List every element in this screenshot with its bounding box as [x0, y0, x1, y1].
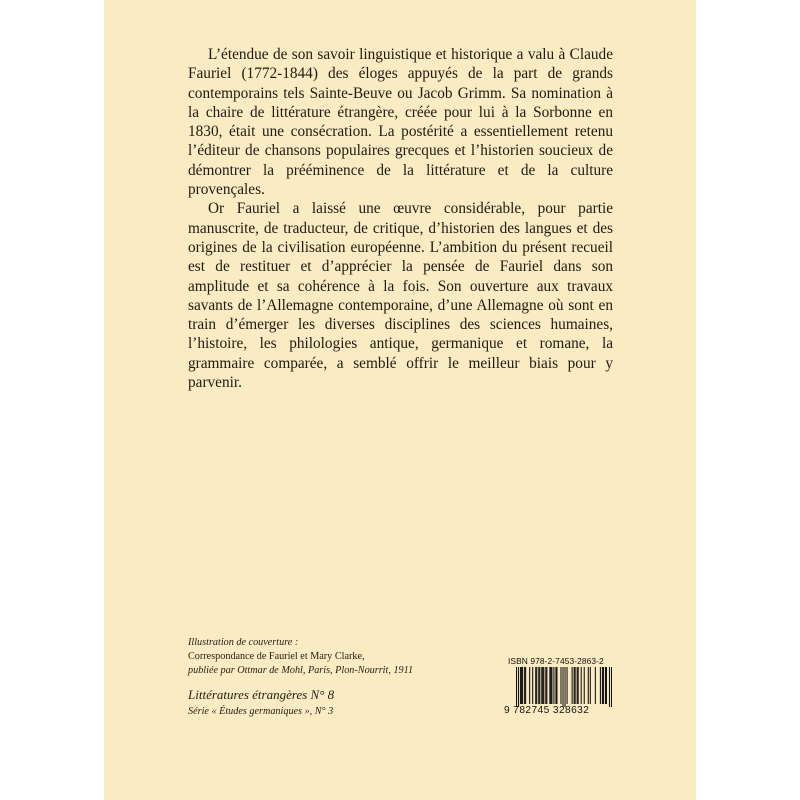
- barcode-bar: [546, 667, 547, 704]
- cover-illustration-credit: [188, 636, 488, 678]
- credit-line-2: publiée par Ottmar de Mohl, Paris, Plon-Nourrit, 1911: [188, 665, 414, 676]
- barcode-bar: [522, 667, 523, 704]
- barcode-bar: [562, 667, 563, 707]
- barcode-bar: [556, 667, 557, 704]
- barcode-bar: [581, 667, 582, 704]
- barcode-bar: [590, 667, 591, 704]
- barcode-bar: [545, 667, 546, 704]
- barcode-bar: [555, 667, 556, 704]
- barcode-bar: [536, 667, 537, 704]
- barcode-bar: [572, 667, 573, 704]
- barcode-bar: [605, 667, 606, 704]
- series-info: [188, 686, 488, 720]
- barcode-bar: [516, 667, 517, 707]
- blurb-paragraph-2: Or Fauriel a laissé une œuvre considérable, pour partie manuscrite, de traducteur, de critique, d’historien des langues et des origines de la civilisation européenne. L’ambition du présent recueil est de restituer et d’apprécier la pensée de Fauriel dans son amplitude et sa cohérence à la fois. Son ouverture aux travaux savants de l’Allemagne contemporaine, d’une Allemagne où sont en train d’émerger les diverses disciplines des sciences humaines, l’histoire, les philologies antique, germanique et romane, la grammaire comparée, a semblé offrir le meilleur biais pour y parvenir.: [188, 200, 613, 392]
- back-cover: [104, 0, 696, 800]
- credit-heading: Illustration de couverture :: [188, 637, 299, 648]
- series-subtitle: Série « Études germaniques », N° 3: [188, 706, 334, 717]
- barcode-bar: [603, 667, 604, 704]
- barcode-bar: [550, 667, 551, 704]
- barcode-bar: [574, 667, 575, 704]
- barcode-bar: [532, 667, 533, 704]
- barcode-bars: [516, 667, 612, 707]
- blurb-text: [188, 45, 613, 392]
- barcode-bar: [575, 667, 576, 704]
- barcode-bar: [560, 667, 561, 704]
- series-title: Littératures étrangères N° 8: [188, 687, 335, 702]
- barcode-bar: [553, 667, 554, 704]
- barcode-bar: [525, 667, 526, 704]
- barcode-bar: [541, 667, 542, 704]
- barcode-bar: [609, 667, 610, 707]
- barcode-bar: [565, 667, 566, 707]
- isbn-label: ISBN 978-2-7453-2863-2: [508, 656, 604, 666]
- barcode-bar: [520, 667, 521, 704]
- barcode-bar: [577, 667, 578, 704]
- barcode-bar: [529, 667, 530, 704]
- barcode-bar: [578, 667, 579, 704]
- barcode-bar: [567, 667, 568, 704]
- barcode-bar: [595, 667, 596, 704]
- barcode-bar: [524, 667, 525, 704]
- credit-line-1: Correspondance de Fauriel et Mary Clarke,: [188, 651, 365, 662]
- barcode-bar: [588, 667, 589, 704]
- barcode-digits: 9 782745 328632: [504, 705, 590, 716]
- barcode-bar: [600, 667, 601, 704]
- barcode-bar: [602, 667, 603, 704]
- barcode-bar: [538, 667, 539, 704]
- barcode-bar: [542, 667, 543, 704]
- barcode-bar: [584, 667, 585, 704]
- barcode-bar: [521, 667, 522, 704]
- blurb-paragraph-1: L’étendue de son savoir linguistique et historique a valu à Claude Fauriel (1772-1844) des éloges appuyés de la part de grands contemporains tels Sainte-Beuve ou Jacob Grimm. Sa nomination à la chaire de littérature étrangère, créée pour lui à la Sorbonne en 1830, était une consécration. La postérité a essentiellement retenu l’éditeur de chansons populaires grecques et l’historien soucieux de démontrer la prééminence de la littérature et de la culture provençales.: [188, 46, 613, 199]
- barcode-bar: [518, 667, 519, 707]
- barcode-bar: [606, 667, 607, 704]
- barcode-bar: [611, 667, 612, 707]
- barcode-bar: [539, 667, 540, 704]
- isbn-barcode: [504, 656, 622, 718]
- barcode-bar: [549, 667, 550, 704]
- barcode-bar: [543, 667, 544, 704]
- barcode-bar: [535, 667, 536, 704]
- barcode-bar: [551, 667, 552, 704]
